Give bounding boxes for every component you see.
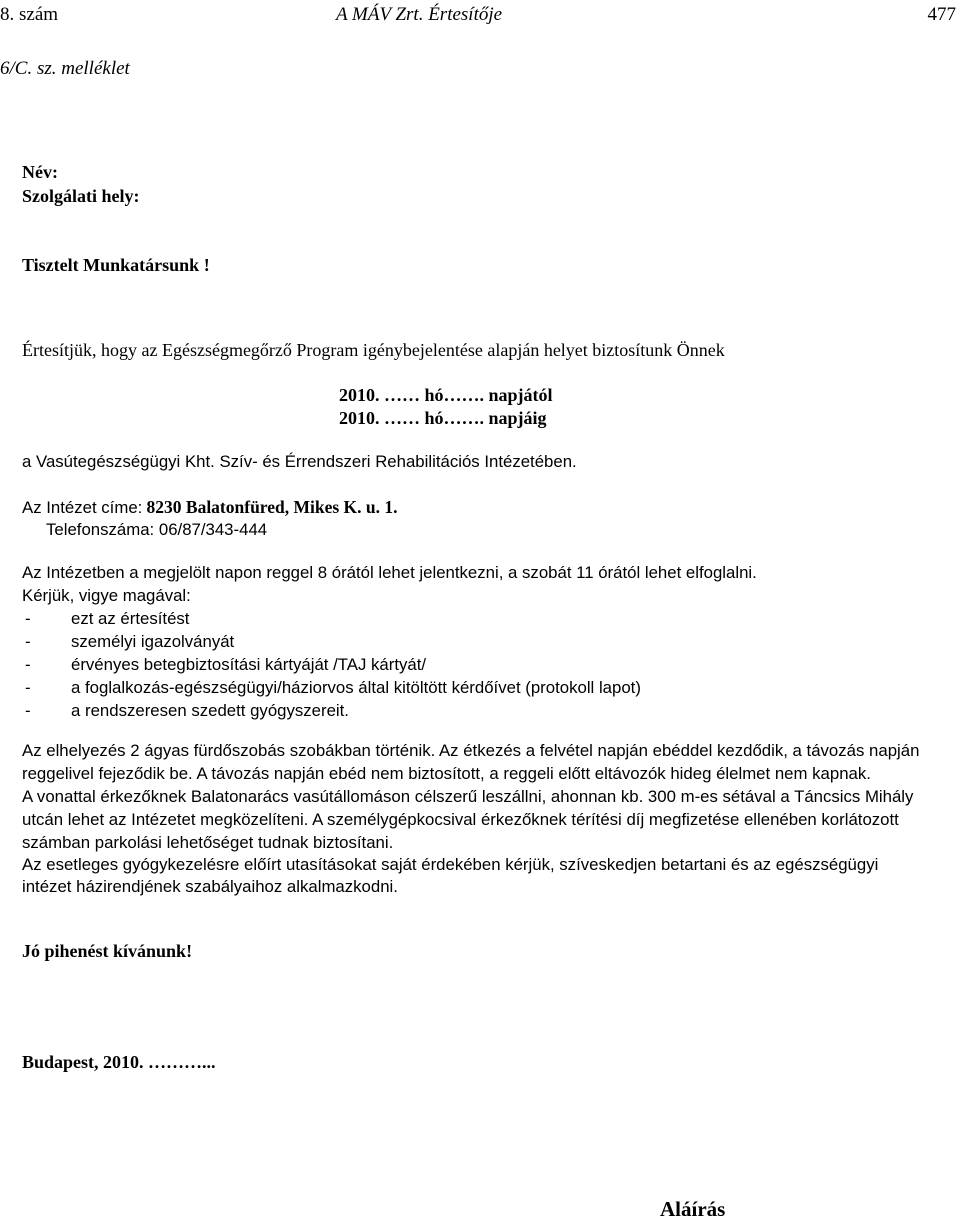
list-dash: - bbox=[25, 678, 31, 697]
info-line-5: számban parkolási lehetőséget tudnak biztosítani. bbox=[22, 833, 394, 852]
list-item: - a rendszeresen szedett gyógyszereit. bbox=[22, 701, 349, 721]
address-line bbox=[22, 497, 398, 518]
closing-text: Jó pihenést kívánunk! bbox=[22, 941, 193, 961]
address-value: 8230 Balatonfüred, Mikes K. u. 1. bbox=[146, 497, 398, 517]
list-item: - ezt az értesítést bbox=[22, 609, 189, 629]
place-date: Budapest, 2010. ………... bbox=[22, 1052, 216, 1072]
list-item: - érvényes betegbiztosítási kártyáját /TAJ kártyát/ bbox=[22, 655, 426, 675]
publication-title: A MÁV Zrt. Értesítője bbox=[336, 4, 503, 25]
page-number: 477 bbox=[927, 4, 956, 25]
info-line-4: utcán lehet az Intézetet megközelíteni. A személygépkocsival érkezőknek térítési díj megfizetése ellenében korlátozott bbox=[22, 810, 899, 829]
checkin-text: Az Intézetben a megjelölt napon reggel 8 órától lehet jelentkezni, a szobát 11 órától lehet elfoglalni. bbox=[22, 563, 757, 582]
info-line-3: A vonattal érkezőknek Balatonarács vasútállomáson célszerű leszállni, ahonnan kb. 300 m-es sétával a Táncsics Mihály bbox=[22, 787, 914, 806]
list-item: - a foglalkozás-egészségügyi/háziorvos által kitöltött kérdőívet (protokoll lapot) bbox=[22, 678, 641, 698]
salutation: Tisztelt Munkatársunk ! bbox=[22, 255, 210, 275]
info-line-2: reggelivel fejeződik be. A távozás napján ebéd nem biztosított, a reggeli előtt eltávozók hideg élelmet nem kapnak. bbox=[22, 764, 871, 783]
list-item: - személyi igazolványát bbox=[22, 632, 234, 652]
institution-line: a Vasútegészségügyi Kht. Szív- és Érrendszeri Rehabilitációs Intézetében. bbox=[22, 452, 577, 471]
phone-line: Telefonszáma: 06/87/343-444 bbox=[46, 520, 268, 539]
date-from: 2010. …… hó……. napjától bbox=[339, 385, 553, 405]
list-dash: - bbox=[25, 609, 31, 628]
date-to: 2010. …… hó……. napjáig bbox=[339, 408, 547, 428]
info-line-6: Az esetleges gyógykezelésre előírt utasításokat saját érdekében kérjük, szíveskedjen betartani és az egészségügyi bbox=[22, 855, 879, 874]
intro-text: Értesítjük, hogy az Egészségmegőrző Program igénybejelentése alapján helyet biztosítunk Önnek bbox=[22, 340, 725, 360]
bring-intro: Kérjük, vigye magával: bbox=[22, 586, 191, 605]
workplace-label: Szolgálati hely: bbox=[22, 186, 140, 206]
signature-label: Aláírás bbox=[660, 1197, 726, 1221]
name-label: Név: bbox=[22, 162, 58, 182]
annex-label: 6/C. sz. melléklet bbox=[0, 58, 130, 79]
list-dash: - bbox=[25, 632, 31, 651]
list-dash: - bbox=[25, 655, 31, 674]
issue-number: 8. szám bbox=[0, 4, 59, 25]
info-line-7: intézet házirendjének szabályaihoz alkalmazkodni. bbox=[22, 877, 398, 896]
address-label: Az Intézet címe: bbox=[22, 498, 143, 517]
list-dash: - bbox=[25, 701, 31, 720]
info-line-1: Az elhelyezés 2 ágyas fürdőszobás szobákban történik. Az étkezés a felvétel napján ebéddel kezdődik, a távozás napján bbox=[22, 741, 920, 760]
